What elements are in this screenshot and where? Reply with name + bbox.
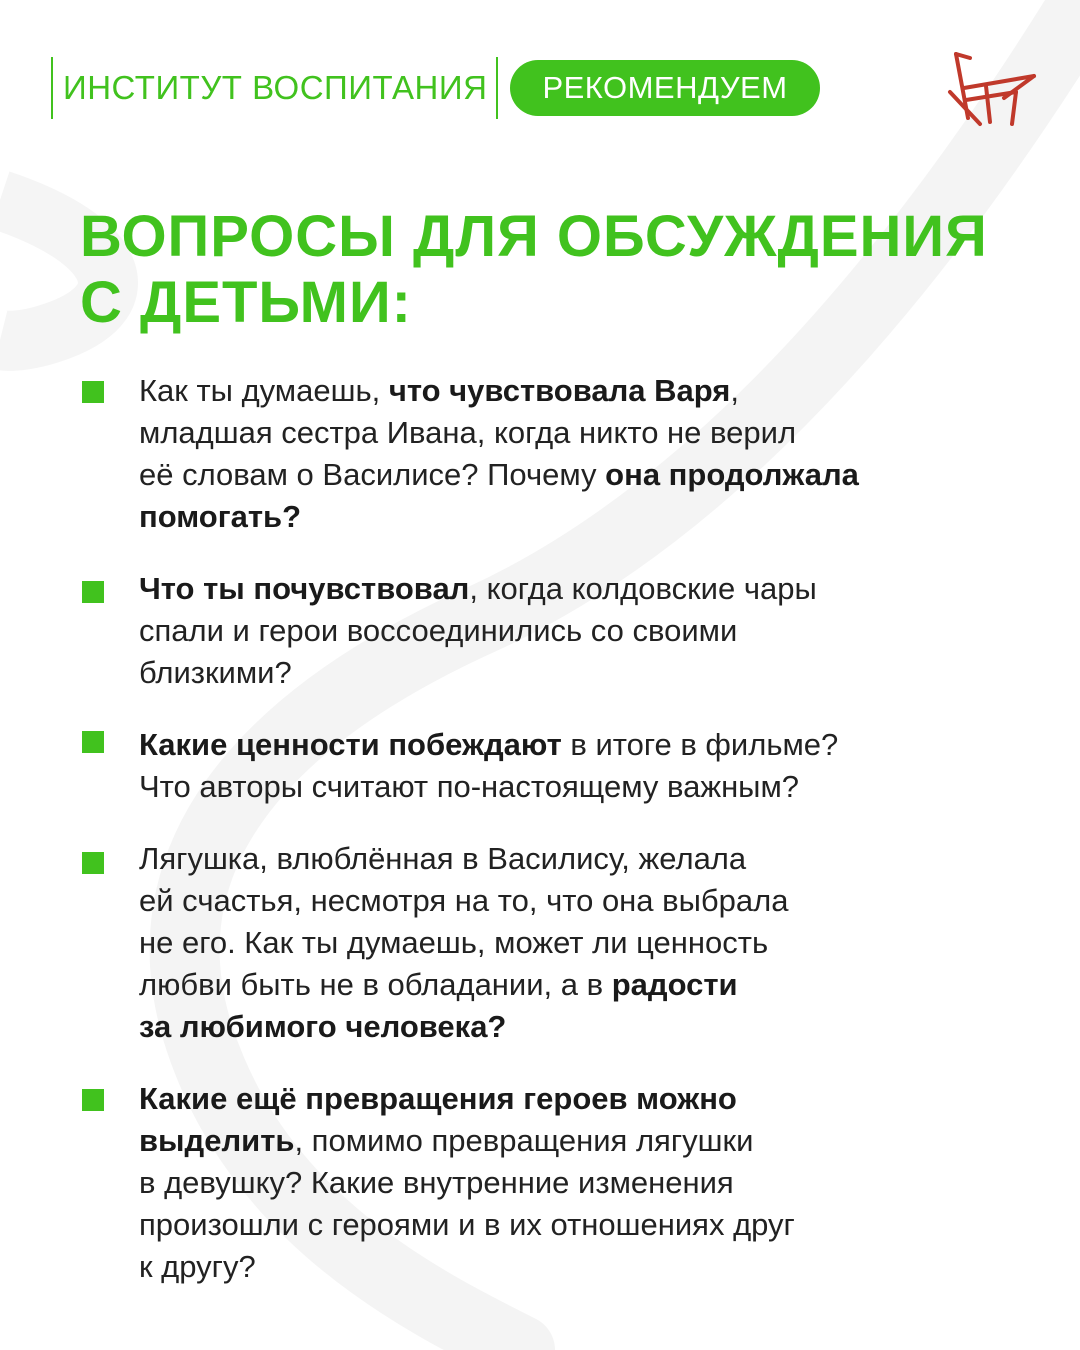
question-line — [139, 838, 1039, 880]
bullet-square-icon — [82, 381, 104, 403]
question-run: Что авторы считают по-настоящему важным? — [139, 769, 800, 804]
question-text — [139, 1078, 1039, 1288]
institute-name: ИНСТИТУТ ВОСПИТАНИЯ — [63, 69, 488, 106]
question-line — [139, 610, 1039, 652]
question-emphasis: Какие ещё превращения героев можно — [139, 1081, 737, 1116]
title-line-2: С ДЕТЬМИ: — [80, 270, 412, 335]
question-run: не его. Как ты думаешь, может ли ценность — [139, 925, 769, 960]
question-line — [139, 964, 1039, 1006]
question-run: , помимо превращения лягушки — [294, 1123, 754, 1158]
chair-logo-icon — [946, 48, 1042, 128]
question-run: , когда колдовские чары — [469, 571, 817, 606]
question-line — [139, 652, 1039, 694]
header-divider-right — [496, 57, 498, 119]
question-run: ей счастья, несмотря на то, что она выбрала — [139, 883, 789, 918]
question-line — [139, 454, 1039, 496]
header — [0, 0, 1080, 150]
question-run: в девушку? Какие внутренние изменения — [139, 1165, 734, 1200]
question-run: младшая сестра Ивана, когда никто не верил — [139, 415, 797, 450]
question-emphasis: за любимого человека? — [139, 1009, 507, 1044]
recommend-badge: РЕКОМЕНДУЕМ — [510, 60, 820, 116]
question-line — [139, 880, 1039, 922]
question-text — [139, 838, 1039, 1048]
question-run: Лягушка, влюблённая в Василису, желала — [139, 841, 747, 876]
question-run: в итоге в фильме? — [561, 727, 839, 762]
question-emphasis: выделить — [139, 1123, 295, 1158]
question-run: спали и герои воссоединились со своими — [139, 613, 738, 648]
question-run: любви быть не в обладании, а в — [139, 967, 612, 1002]
question-line — [139, 1162, 1039, 1204]
question-line — [139, 1006, 1039, 1048]
question-run: близкими? — [139, 655, 292, 690]
bullet-square-icon — [82, 1089, 104, 1111]
question-line — [139, 1120, 1039, 1162]
question-line — [139, 568, 1039, 610]
question-emphasis: радости — [611, 967, 738, 1002]
question-run: её словам о Василисе? Почему — [139, 457, 606, 492]
question-run: , — [730, 373, 740, 408]
bullet-square-icon — [82, 852, 104, 874]
question-emphasis: что чувствовала Варя — [388, 373, 731, 408]
question-run: Как ты думаешь, — [139, 373, 389, 408]
question-line — [139, 922, 1039, 964]
title-line-1: ВОПРОСЫ ДЛЯ ОБСУЖДЕНИЯ — [80, 204, 988, 269]
bullet-square-icon — [82, 731, 104, 753]
question-run: произошли с героями и в их отношениях друг — [139, 1207, 795, 1242]
bullet-square-icon — [82, 581, 104, 603]
page-title — [80, 204, 1040, 336]
question-line — [139, 1246, 1039, 1288]
question-line — [139, 370, 1039, 412]
question-text — [139, 724, 1039, 808]
question-emphasis: Что ты почувствовал — [139, 571, 470, 606]
header-divider-left — [51, 57, 53, 119]
question-text — [139, 370, 1039, 538]
question-line — [139, 724, 1039, 766]
question-line — [139, 1204, 1039, 1246]
question-emphasis: Какие ценности побеждают — [139, 727, 562, 762]
question-line — [139, 766, 1039, 808]
question-emphasis: помогать? — [139, 499, 302, 534]
question-run: к другу? — [139, 1249, 256, 1284]
question-emphasis: она продолжала — [605, 457, 859, 492]
question-text — [139, 568, 1039, 694]
question-line — [139, 496, 1039, 538]
question-line — [139, 412, 1039, 454]
question-line — [139, 1078, 1039, 1120]
